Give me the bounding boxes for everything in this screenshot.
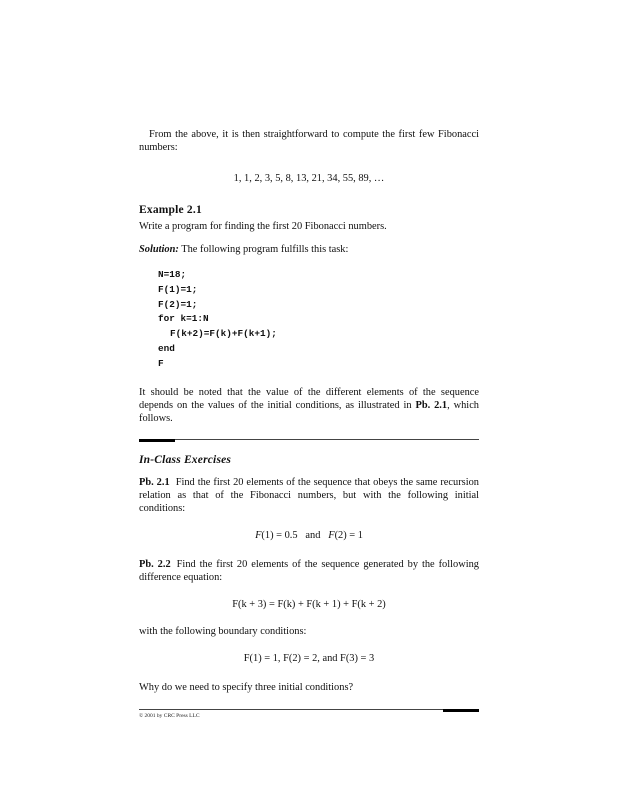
code-line: F bbox=[158, 357, 164, 369]
example-title: Example 2.1 bbox=[139, 204, 202, 216]
eq-var: F bbox=[328, 529, 335, 541]
code-line: for k=1:N bbox=[158, 313, 209, 325]
solution-text: The following program fulfills this task: bbox=[178, 244, 349, 255]
exercises-heading: In-Class Exercises bbox=[139, 453, 232, 466]
eq-part: (1) = 0.5 bbox=[261, 529, 298, 541]
code-line: N=18; bbox=[158, 269, 187, 280]
problem-text: Find the first 20 elements of the sequence generated by the following difference equation: bbox=[139, 558, 480, 583]
thin-rule bbox=[139, 709, 479, 710]
eq-var: F bbox=[255, 529, 262, 541]
copyright-footer: © 2001 by CRC Press LLC bbox=[139, 713, 200, 719]
note-text: It should be noted that the value of the different elements of the sequence depends on the values of the initial conditions, as illustrated in bbox=[139, 386, 479, 411]
code-block bbox=[158, 268, 479, 372]
code-line: F(k+2)=F(k)+F(k+1); bbox=[170, 328, 277, 340]
section-rule-bottom bbox=[139, 709, 479, 713]
boundary-intro: with the following boundary conditions: bbox=[139, 625, 307, 637]
problem-reference: Pb. 2.1 bbox=[415, 399, 448, 411]
fibonacci-sequence: 1, 1, 2, 3, 5, 8, 13, 21, 34, 55, 89, … bbox=[233, 173, 385, 184]
difference-equation: F(k + 3) = F(k) + F(k + 1) + F(k + 2) bbox=[232, 598, 386, 610]
eq-and: and bbox=[305, 529, 321, 541]
thin-rule bbox=[139, 439, 479, 440]
problem-2-2 bbox=[139, 558, 479, 584]
problem-label: Pb. 2.2 bbox=[139, 558, 171, 570]
code-line: end bbox=[158, 342, 175, 354]
intro-paragraph: From the above, it is then straightforward to compute the first few Fibonacci numbers: bbox=[139, 129, 479, 153]
note-paragraph bbox=[139, 386, 479, 425]
boundary-conditions: F(1) = 1, F(2) = 2, and F(3) = 3 bbox=[243, 652, 375, 664]
section-rule-top bbox=[139, 439, 479, 443]
problem-text: Find the first 20 elements of the sequence that obeys the same recursion relation as that of the Fibonacci numbers, but with the following initial conditions: bbox=[139, 476, 480, 514]
eq-part: (2) = 1 bbox=[334, 529, 363, 541]
page-body bbox=[139, 128, 479, 713]
thick-rule-marker bbox=[139, 439, 175, 442]
code-line: F(2)=1; bbox=[158, 298, 198, 310]
initial-conditions-equation bbox=[139, 529, 479, 542]
question-text: Why do we need to specify three initial conditions? bbox=[139, 681, 354, 693]
solution-paragraph bbox=[139, 243, 479, 256]
problem-label: Pb. 2.1 bbox=[139, 476, 170, 488]
thick-rule-marker bbox=[443, 709, 479, 712]
code-line: F(1)=1; bbox=[158, 283, 198, 295]
note-text-end: , which follows. bbox=[139, 399, 479, 424]
problem-2-1 bbox=[139, 476, 479, 515]
solution-label: Solution: bbox=[139, 244, 179, 255]
example-statement: Write a program for finding the first 20 Fibonacci numbers. bbox=[139, 221, 387, 232]
